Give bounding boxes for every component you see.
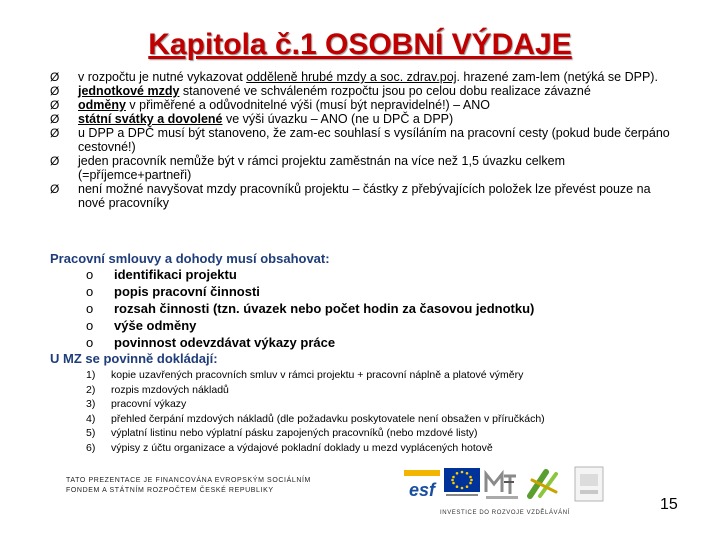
circle-bullet-icon: o — [86, 267, 94, 282]
list-item: o výše odměny — [86, 318, 197, 333]
arrow-bullet-icon: Ø — [50, 84, 60, 98]
svg-text:esf: esf — [408, 480, 436, 500]
list-item: 1) kopie uzavřených pracovních smluv v rámci projektu + pracovní náplně a platové výměry — [86, 369, 524, 381]
circle-bullet-icon: o — [86, 301, 94, 316]
bullet-item: Ø odměny v přiměřené a odůvodnitelné výši (musí být nepravidelné!) – ANO — [50, 98, 491, 112]
bullet-item: Ø jeden pracovník nemůže být v rámci projektu zaměstnán na více než 1,5 úvazku celkem (=příjemce+partneři) — [50, 154, 566, 182]
contracts-heading: Pracovní smlouvy a dohody musí obsahovat: — [50, 251, 330, 266]
documents-heading: U MZ se povinně dokládají: — [50, 351, 218, 366]
arrow-bullet-icon: Ø — [50, 154, 60, 168]
eu-flag-logo — [444, 466, 480, 498]
arrow-bullet-icon: Ø — [50, 112, 60, 126]
circle-bullet-icon: o — [86, 318, 94, 333]
bullet-item: Ø u DPP a DPČ musí být stanoveno, že zam-ec souhlasí s vysíláním na pracovní cesty (pokud bude čerpáno cestovné!) — [50, 126, 670, 154]
op-vk-logo — [526, 466, 568, 502]
bullet-item: Ø není možné navyšovat mzdy pracovníků projektu – částky z přebývajících položek lze převést pouze na nové pracovníky — [50, 182, 651, 210]
arrow-bullet-icon: Ø — [50, 70, 60, 84]
esf-logo — [402, 466, 442, 502]
list-item: o identifikaci projektu — [86, 267, 237, 282]
list-item: 2) rozpis mzdových nákladů — [86, 383, 229, 396]
slide-title: Kapitola č.1 OSOBNÍ VÝDAJE — [148, 28, 572, 61]
funding-statement: TATO PREZENTACE JE FINANCOVÁNA EVROPSKÝM SOCIÁLNÍM FONDEM A STÁTNÍM ROZPOČTEM ČESKÉ REPUBLIKY — [66, 477, 311, 494]
project-logo — [574, 466, 604, 502]
circle-bullet-icon: o — [86, 284, 94, 299]
bullet-item: Ø státní svátky a dovolené ve výši úvazku – ANO (ne u DPČ a DPP) — [50, 112, 454, 126]
msmt-logo — [482, 466, 522, 502]
esf-logo-stripe — [404, 470, 440, 476]
list-item: 3) pracovní výkazy — [86, 398, 187, 410]
list-item: o rozsah činnosti (tzn. úvazek nebo počet hodin za časovou jednotku) — [86, 301, 535, 316]
bullet-item: Ø jednotkové mzdy stanovené ve schváleném rozpočtu jsou po celou dobu realizace závazné — [50, 84, 591, 98]
list-item: o popis pracovní činnosti — [86, 284, 260, 299]
bullet-list — [50, 70, 675, 210]
documents-list — [86, 368, 545, 455]
arrow-bullet-icon: Ø — [50, 98, 60, 112]
list-item: 4) přehled čerpání mzdových nákladů (dle požadavku poskytovatele není obsažen v příručkách) — [86, 412, 545, 425]
arrow-bullet-icon: Ø — [50, 182, 60, 196]
investment-slogan: INVESTICE DO ROZVOJE VZDĚLÁVÁNÍ — [440, 510, 570, 516]
page-number: 15 — [660, 496, 678, 513]
circle-bullet-icon: o — [86, 335, 94, 350]
list-item: o povinnost odevzdávat výkazy práce — [86, 335, 336, 350]
bullet-item: Ø v rozpočtu je nutné vykazovat odděleně hrubé mzdy a soc. zdrav.poj. hrazené zam-lem (netýká se DPP). — [50, 70, 658, 84]
list-item: 5) výplatní listinu nebo výplatní pásku zapojených pracovníků (nebo mzdové listy) — [86, 427, 478, 439]
arrow-bullet-icon: Ø — [50, 126, 60, 140]
contracts-list — [86, 266, 534, 351]
list-item: 6) výpisy z účtu organizace a výdajové pokladní doklady u mezd vyplácených hotově — [86, 441, 493, 454]
